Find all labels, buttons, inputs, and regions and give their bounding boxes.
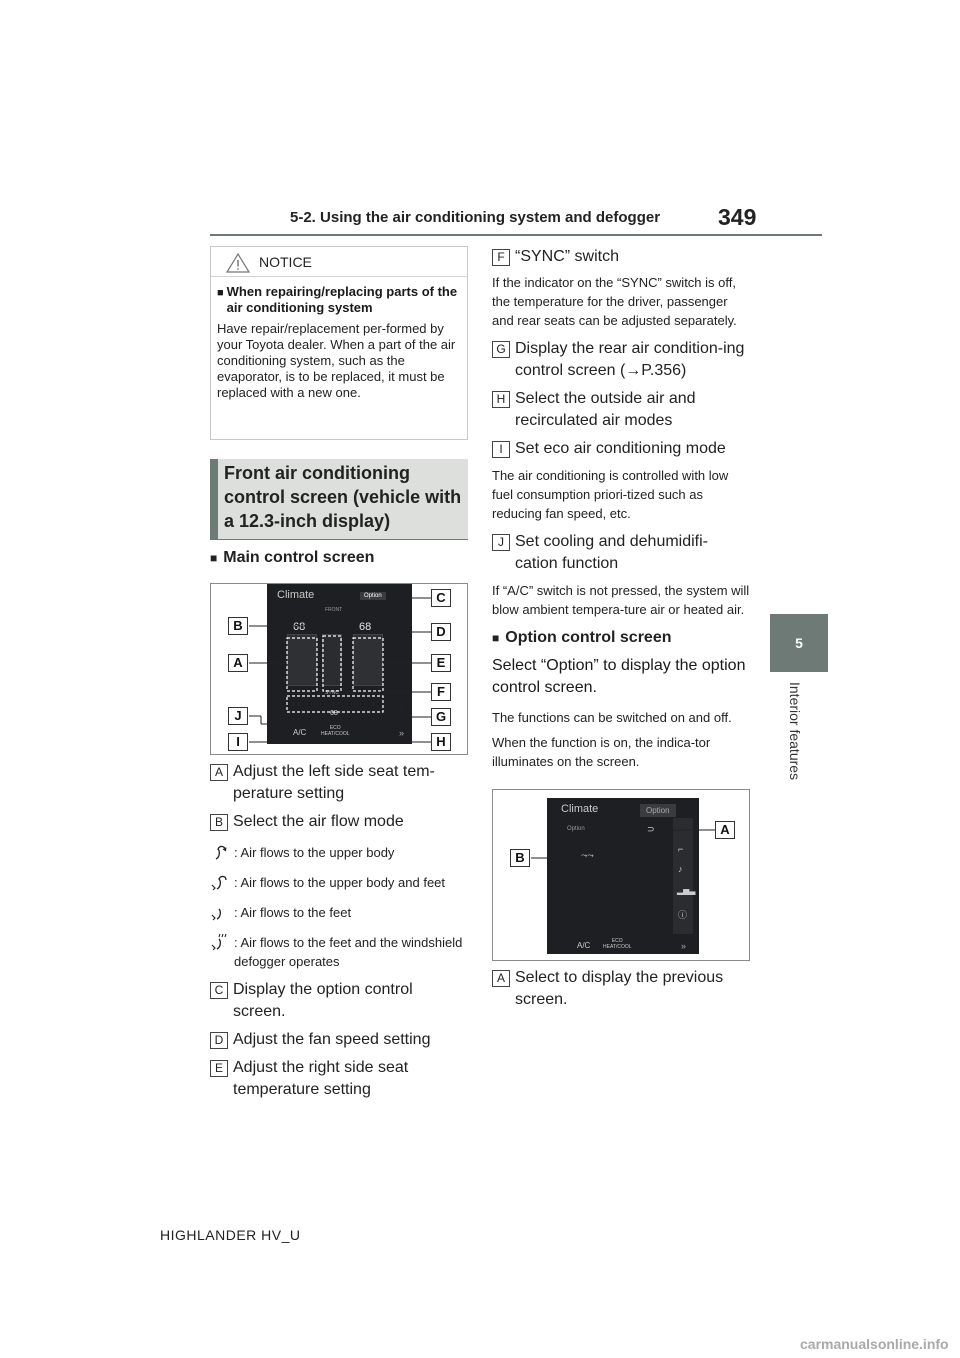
notice-header [211,247,467,277]
notice-box [210,246,468,440]
chapter-tab[interactable] [770,614,828,672]
item-i-text: Set eco air conditioning mode [515,440,726,457]
notice-text: Have repair/replacement per-formed by your Toyota dealer. When a part of the air conditioning system, such as the evaporator, is to be replaced, it must be replaced with a new one. [217,321,456,400]
chapter-number: 5 [795,635,803,651]
footer-model: HIGHLANDER HV_U [160,1227,301,1243]
chevron-right-icon[interactable]: » [681,941,687,951]
right-temp-display: 68 [359,621,372,633]
item-f-note: If the indicator on the “SYNC” switch is off, the temperature for the driver, passenger and rear seats can be adjusted separately. [492,275,737,328]
item-j [492,531,750,575]
option-screen-heading-text: Option control screen [505,629,672,646]
letter-badge: G [492,341,510,358]
letter-badge: B [210,814,228,831]
main-screen-heading-text: Main control screen [223,549,375,566]
callout-j: J [228,707,248,725]
page-number: 349 [718,204,757,230]
header-title: 5-2. Using the air conditioning system and defogger [290,209,661,226]
header-rule [210,234,822,236]
option-screen-figure [492,789,750,961]
item-h-text: Select the outside air and recirculated air modes [515,390,696,429]
option-screen-callouts [493,790,750,961]
sync-button[interactable]: SYNC [325,690,339,696]
item-i-note: The air conditioning is controlled with low fuel consumption priori-tized such as reducing fan speed, etc. [492,468,729,521]
option-intro: Select “Option” to display the option control screen. [492,657,746,696]
item-j-note: If “A/C” switch is not pressed, the system will blow ambient tempera-ture air or heated air. [492,583,750,617]
option-item-a-text: Select to display the previous screen. [515,969,724,1008]
zone-label: FRONT [325,607,343,613]
item-d [210,1029,468,1051]
letter-badge: A [210,764,228,781]
item-d-text: Adjust the fan speed setting [233,1031,431,1048]
watermark[interactable]: carmanualsonline.info [800,1336,949,1352]
eco-label: ECO [611,938,623,944]
option-tab[interactable]: Option [640,804,676,817]
item-h [492,388,750,432]
callout-i: I [228,733,248,751]
item-f [492,246,750,268]
airflow-feet-icon [210,903,232,923]
square-bullet-icon: ■ [492,631,500,645]
section-rule [210,539,468,540]
airflow-feet-text: : Air flows to the feet [234,905,352,920]
chapter-label: Interior features [787,682,803,781]
item-g [492,338,750,382]
letter-badge: E [210,1060,228,1077]
notice-title: NOTICE [259,254,312,270]
callout-a: A [228,654,248,672]
airflow-row-feet [210,903,468,923]
option-callout-a: A [715,821,735,839]
heat-cool-label: HEAT/COOL [321,731,350,737]
left-column [210,246,468,1101]
callout-c: C [431,589,451,607]
item-f-text: “SYNC” switch [515,248,620,265]
airflow-upper-body-icon [210,843,232,863]
airflow-row-feet-windshield [210,933,468,971]
section-heading [210,459,468,539]
main-screen-callouts [211,584,468,755]
chevron-right-icon[interactable]: » [399,728,405,738]
letter-badge: A [492,970,510,987]
notice-subtitle [217,284,461,316]
letter-badge: D [210,1032,228,1049]
music-note-icon[interactable]: ♪ [678,864,683,874]
item-j-text: Set cooling and dehumidifi-cation function [515,533,709,572]
option-callout-b: B [510,849,530,867]
callout-b: B [228,617,248,635]
airflow-row-upper [210,843,468,863]
airflow-upper-feet-text: : Air flows to the upper body and feet [234,875,446,890]
letter-badge: C [210,982,228,999]
item-c [210,979,468,1023]
item-c-text: Display the option control screen. [233,981,413,1020]
square-bullet-icon: ■ [217,287,224,299]
section-bar [210,459,218,539]
seat-icon[interactable]: ⌐ [678,844,684,854]
option-note-1: The functions can be switched on and off. [492,710,732,725]
item-a-text: Adjust the left side seat tem-perature setting [233,763,435,802]
screen-title: Climate [561,803,599,815]
airflow-upper-body-feet-icon [210,873,232,893]
airflow-upper-text: : Air flows to the upper body [234,845,395,860]
option-item-a [492,967,750,1011]
item-b [210,811,468,833]
heat-cool-label: HEAT/COOL [603,944,632,950]
option-screen-heading [492,629,750,647]
callout-e: E [431,654,451,672]
letter-badge: I [492,441,510,458]
section-title: Front air conditioning control screen (vehicle with a 12.3-inch display) [224,463,462,531]
item-e-text: Adjust the right side seat temperature setting [233,1059,409,1098]
warning-triangle-icon [226,253,250,273]
left-temp-display: 68 [293,621,306,633]
letter-badge: F [492,249,510,266]
item-b-text: Select the air flow mode [233,813,404,830]
ac-button[interactable]: A/C [577,941,591,950]
callout-f: F [431,683,451,701]
letter-badge: H [492,391,510,408]
airflow-feet-windshield-text: : Air flows to the feet and the windshield defogger operates [234,935,463,969]
airflow-feet-windshield-icon [210,933,232,953]
ac-button[interactable]: A/C [293,728,307,737]
callout-d: D [431,623,451,641]
info-icon[interactable]: ⓘ [678,910,688,920]
eco-label: ECO [329,725,341,731]
callout-h: H [431,733,451,751]
main-screen-figure [210,583,468,755]
letter-badge: J [492,534,510,551]
item-g-text: Display the rear air condition-ing control screen (→P.356) [515,340,745,379]
airflow-row-upper-feet [210,873,468,893]
rear-temp-display: 68 [330,710,338,717]
equalizer-icon[interactable]: ▂▅▃ [677,886,696,895]
item-a [210,761,468,805]
option-button[interactable]: Option [360,592,386,600]
screen-title: Climate [277,589,315,601]
airflow-option-icon[interactable]: ⤳⤳ [581,851,594,860]
option-note-2: When the function is on, the indica-tor illuminates on the screen. [492,735,711,769]
item-e [210,1057,468,1101]
option-label: Option [567,826,585,832]
item-i [492,438,750,460]
back-arrow-icon[interactable]: ⊃ [647,824,655,834]
right-column [492,246,750,1011]
callout-g: G [431,708,451,726]
square-bullet-icon: ■ [210,551,218,565]
main-screen-heading [210,549,468,567]
notice-subtitle-text: When repairing/replacing parts of the air conditioning system [226,284,458,315]
